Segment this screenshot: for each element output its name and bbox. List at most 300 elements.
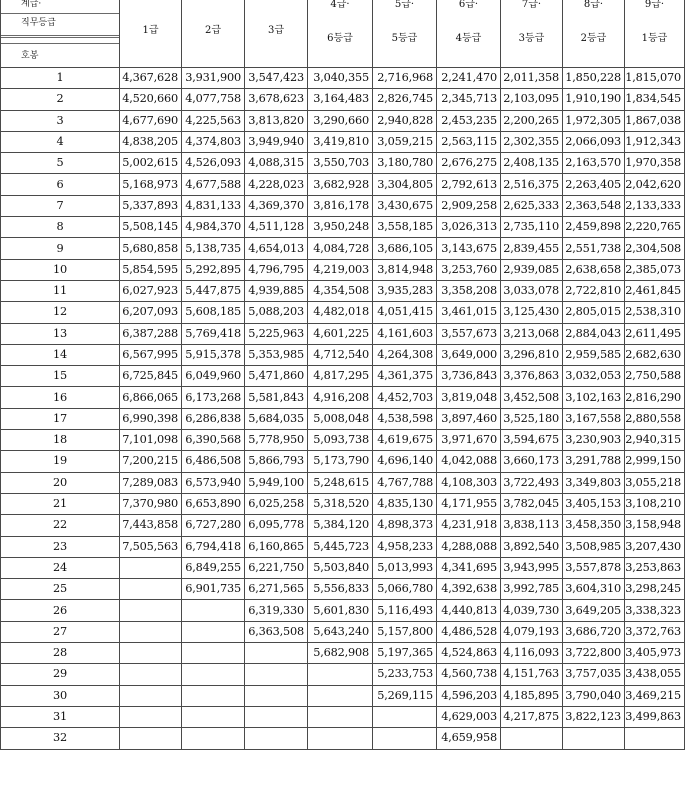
- step-number-cell: 7: [1, 195, 120, 216]
- header-row: [1, 0, 685, 68]
- salary-cell: 3,291,788: [563, 451, 625, 472]
- table-row: [1, 217, 685, 238]
- salary-cell: 3,790,040: [563, 685, 625, 706]
- salary-cell: 4,452,703: [373, 387, 437, 408]
- salary-cell: [308, 664, 373, 685]
- salary-cell: 3,376,863: [501, 366, 563, 387]
- salary-cell: 3,026,313: [437, 217, 501, 238]
- salary-cell: 7,101,098: [120, 430, 182, 451]
- salary-cell: 3,838,113: [501, 515, 563, 536]
- step-number-cell: 21: [1, 493, 120, 514]
- salary-cell: 2,551,738: [563, 238, 625, 259]
- salary-cell: 3,649,000: [437, 344, 501, 365]
- step-number-cell: 30: [1, 685, 120, 706]
- salary-cell: 4,374,803: [182, 131, 245, 152]
- column-header-job-grade: 4등급: [455, 33, 482, 44]
- salary-cell: 4,361,375: [373, 366, 437, 387]
- column-header-grade: 7급·: [521, 0, 542, 10]
- salary-cell: [120, 579, 182, 600]
- salary-cell: 2,940,828: [373, 110, 437, 131]
- salary-cell: 3,547,423: [245, 68, 308, 89]
- step-number-cell: 13: [1, 323, 120, 344]
- salary-cell: 4,288,088: [437, 536, 501, 557]
- salary-cell: 4,659,958: [437, 728, 501, 749]
- salary-cell: [308, 706, 373, 727]
- salary-cell: 4,341,695: [437, 557, 501, 578]
- salary-cell: [245, 728, 308, 749]
- salary-cell: 6,286,838: [182, 408, 245, 429]
- salary-cell: 3,660,173: [501, 451, 563, 472]
- salary-cell: 6,319,330: [245, 600, 308, 621]
- step-number-cell: 10: [1, 259, 120, 280]
- salary-cell: 2,682,630: [625, 344, 685, 365]
- column-header-grade: 8급·: [583, 0, 604, 10]
- step-number-cell: 25: [1, 579, 120, 600]
- table-row: [1, 728, 685, 749]
- step-number-cell: 12: [1, 302, 120, 323]
- salary-cell: 4,712,540: [308, 344, 373, 365]
- salary-cell: 3,290,660: [308, 110, 373, 131]
- step-number-cell: 31: [1, 706, 120, 727]
- salary-cell: 3,686,105: [373, 238, 437, 259]
- table-row: [1, 366, 685, 387]
- salary-cell: 5,292,895: [182, 259, 245, 280]
- salary-cell: 4,354,508: [308, 280, 373, 301]
- salary-cell: 2,263,405: [563, 174, 625, 195]
- salary-cell: 5,225,963: [245, 323, 308, 344]
- salary-cell: 4,596,203: [437, 685, 501, 706]
- salary-cell: 3,349,803: [563, 472, 625, 493]
- salary-cell: 6,390,568: [182, 430, 245, 451]
- salary-cell: 2,363,548: [563, 195, 625, 216]
- salary-cell: 5,682,908: [308, 643, 373, 664]
- salary-cell: 6,725,845: [120, 366, 182, 387]
- column-header-grade: 6급·: [458, 0, 479, 10]
- table-row: [1, 557, 685, 578]
- salary-cell: 4,367,628: [120, 68, 182, 89]
- column-header: 3급: [245, 0, 308, 68]
- salary-cell: 3,722,493: [501, 472, 563, 493]
- salary-cell: 5,556,833: [308, 579, 373, 600]
- salary-cell: 2,011,358: [501, 68, 563, 89]
- salary-cell: 3,931,900: [182, 68, 245, 89]
- salary-cell: 2,302,355: [501, 131, 563, 152]
- step-number-cell: 27: [1, 621, 120, 642]
- salary-cell: 5,318,520: [308, 493, 373, 514]
- salary-cell: 7,370,980: [120, 493, 182, 514]
- salary-cell: 3,033,078: [501, 280, 563, 301]
- table-row: [1, 238, 685, 259]
- salary-cell: 5,002,615: [120, 153, 182, 174]
- salary-cell: 4,696,140: [373, 451, 437, 472]
- salary-cell: 3,558,185: [373, 217, 437, 238]
- salary-cell: 6,573,940: [182, 472, 245, 493]
- salary-cell: 3,213,068: [501, 323, 563, 344]
- column-header-grade: 9급·: [644, 0, 665, 10]
- salary-cell: [182, 728, 245, 749]
- salary-cell: 3,304,805: [373, 174, 437, 195]
- step-number-cell: 32: [1, 728, 120, 749]
- salary-cell: [625, 728, 685, 749]
- salary-cell: 3,819,048: [437, 387, 501, 408]
- salary-cell: 4,369,370: [245, 195, 308, 216]
- salary-cell: [245, 685, 308, 706]
- salary-cell: 5,093,738: [308, 430, 373, 451]
- step-number-cell: 5: [1, 153, 120, 174]
- step-number-cell: 9: [1, 238, 120, 259]
- table-row: [1, 110, 685, 131]
- salary-cell: [373, 728, 437, 749]
- salary-cell: 2,163,570: [563, 153, 625, 174]
- step-number-cell: 6: [1, 174, 120, 195]
- salary-cell: 3,458,350: [563, 515, 625, 536]
- salary-cell: 4,538,598: [373, 408, 437, 429]
- salary-cell: 4,039,730: [501, 600, 563, 621]
- salary-cell: 3,594,675: [501, 430, 563, 451]
- salary-cell: 2,385,073: [625, 259, 685, 280]
- column-header: 1급: [120, 0, 182, 68]
- salary-cell: 5,471,860: [245, 366, 308, 387]
- salary-cell: 3,550,703: [308, 153, 373, 174]
- salary-cell: 3,338,323: [625, 600, 685, 621]
- salary-cell: 5,008,048: [308, 408, 373, 429]
- salary-cell: 3,686,720: [563, 621, 625, 642]
- salary-cell: 3,298,245: [625, 579, 685, 600]
- salary-cell: 5,949,100: [245, 472, 308, 493]
- table-row: [1, 174, 685, 195]
- salary-cell: 3,469,215: [625, 685, 685, 706]
- salary-cell: 4,835,130: [373, 493, 437, 514]
- salary-cell: 5,608,185: [182, 302, 245, 323]
- step-number-cell: 2: [1, 89, 120, 110]
- salary-cell: 4,077,758: [182, 89, 245, 110]
- salary-cell: 2,716,968: [373, 68, 437, 89]
- salary-cell: 5,581,843: [245, 387, 308, 408]
- salary-cell: 2,563,115: [437, 131, 501, 152]
- salary-cell: [563, 728, 625, 749]
- salary-cell: 6,866,065: [120, 387, 182, 408]
- salary-cell: 6,271,565: [245, 579, 308, 600]
- salary-cell: 2,241,470: [437, 68, 501, 89]
- salary-cell: 4,677,588: [182, 174, 245, 195]
- column-header-job-grade: 6등급: [327, 33, 353, 44]
- salary-cell: 4,817,295: [308, 366, 373, 387]
- salary-cell: 6,486,508: [182, 451, 245, 472]
- step-number-cell: 23: [1, 536, 120, 557]
- salary-cell: 3,499,863: [625, 706, 685, 727]
- salary-cell: 2,042,620: [625, 174, 685, 195]
- salary-cell: 2,884,043: [563, 323, 625, 344]
- salary-cell: [182, 664, 245, 685]
- salary-cell: 4,560,738: [437, 664, 501, 685]
- salary-cell: 3,452,508: [501, 387, 563, 408]
- salary-cell: 6,221,750: [245, 557, 308, 578]
- salary-cell: [120, 643, 182, 664]
- column-header: [308, 0, 373, 68]
- table-row: [1, 472, 685, 493]
- salary-cell: 2,408,135: [501, 153, 563, 174]
- salary-cell: 4,619,675: [373, 430, 437, 451]
- salary-cell: 2,722,810: [563, 280, 625, 301]
- column-header: [373, 0, 437, 68]
- salary-cell: 6,849,255: [182, 557, 245, 578]
- salary-cell: [120, 685, 182, 706]
- salary-cell: 2,940,315: [625, 430, 685, 451]
- step-number-cell: 15: [1, 366, 120, 387]
- salary-cell: 2,625,333: [501, 195, 563, 216]
- salary-cell: 3,055,218: [625, 472, 685, 493]
- salary-cell: 4,958,233: [373, 536, 437, 557]
- table-row: [1, 195, 685, 216]
- corner-header-cell: [1, 0, 120, 68]
- salary-cell: 3,782,045: [501, 493, 563, 514]
- salary-cell: 5,197,365: [373, 643, 437, 664]
- salary-cell: 3,757,035: [563, 664, 625, 685]
- salary-cell: 2,939,085: [501, 259, 563, 280]
- table-row: [1, 408, 685, 429]
- salary-cell: 4,916,208: [308, 387, 373, 408]
- salary-cell: 2,839,455: [501, 238, 563, 259]
- table-row: [1, 259, 685, 280]
- salary-cell: [182, 600, 245, 621]
- step-number-cell: 22: [1, 515, 120, 536]
- salary-cell: 6,990,398: [120, 408, 182, 429]
- salary-cell: [245, 643, 308, 664]
- salary-cell: [245, 664, 308, 685]
- column-header-job-grade: 3등급: [518, 33, 545, 44]
- salary-cell: 2,676,275: [437, 153, 501, 174]
- salary-cell: 5,233,753: [373, 664, 437, 685]
- salary-cell: 4,629,003: [437, 706, 501, 727]
- salary-cell: 5,337,893: [120, 195, 182, 216]
- salary-cell: 5,088,203: [245, 302, 308, 323]
- salary-cell: 6,363,508: [245, 621, 308, 642]
- salary-cell: 3,059,215: [373, 131, 437, 152]
- salary-cell: 4,116,093: [501, 643, 563, 664]
- salary-cell: 5,384,120: [308, 515, 373, 536]
- salary-cell: 3,207,430: [625, 536, 685, 557]
- table-row: [1, 323, 685, 344]
- salary-cell: 3,682,928: [308, 174, 373, 195]
- salary-cell: 6,095,778: [245, 515, 308, 536]
- salary-cell: 6,794,418: [182, 536, 245, 557]
- salary-cell: 4,264,308: [373, 344, 437, 365]
- salary-cell: 3,736,843: [437, 366, 501, 387]
- corner-label-step: 호봉: [21, 51, 39, 61]
- salary-cell: 3,438,055: [625, 664, 685, 685]
- salary-cell: 3,032,053: [563, 366, 625, 387]
- salary-cell: 3,508,985: [563, 536, 625, 557]
- salary-cell: 4,217,875: [501, 706, 563, 727]
- salary-cell: 2,133,333: [625, 195, 685, 216]
- salary-cell: [120, 664, 182, 685]
- salary-cell: 7,289,083: [120, 472, 182, 493]
- table-row: [1, 706, 685, 727]
- salary-cell: [245, 706, 308, 727]
- salary-cell: 4,526,093: [182, 153, 245, 174]
- table-row: [1, 515, 685, 536]
- salary-cell: 2,792,613: [437, 174, 501, 195]
- salary-cell: 1,910,190: [563, 89, 625, 110]
- salary-cell: 5,508,145: [120, 217, 182, 238]
- salary-cell: 4,228,023: [245, 174, 308, 195]
- salary-cell: 6,173,268: [182, 387, 245, 408]
- salary-cell: [308, 685, 373, 706]
- salary-cell: 2,200,265: [501, 110, 563, 131]
- column-header: [563, 0, 625, 68]
- salary-cell: 4,831,133: [182, 195, 245, 216]
- salary-cell: 2,638,658: [563, 259, 625, 280]
- salary-cell: 2,999,150: [625, 451, 685, 472]
- step-number-cell: 1: [1, 68, 120, 89]
- salary-cell: 1,970,358: [625, 153, 685, 174]
- step-number-cell: 28: [1, 643, 120, 664]
- salary-cell: 3,253,863: [625, 557, 685, 578]
- salary-cell: 3,405,973: [625, 643, 685, 664]
- salary-cell: 7,200,215: [120, 451, 182, 472]
- salary-cell: 2,516,375: [501, 174, 563, 195]
- salary-cell: 5,778,950: [245, 430, 308, 451]
- salary-cell: 5,157,800: [373, 621, 437, 642]
- salary-cell: 3,897,460: [437, 408, 501, 429]
- salary-cell: [308, 728, 373, 749]
- step-number-cell: 20: [1, 472, 120, 493]
- salary-cell: 2,826,745: [373, 89, 437, 110]
- salary-cell: 4,601,225: [308, 323, 373, 344]
- step-number-cell: 4: [1, 131, 120, 152]
- column-header: 2급: [182, 0, 245, 68]
- salary-cell: 3,372,763: [625, 621, 685, 642]
- salary-cell: 4,231,918: [437, 515, 501, 536]
- salary-cell: [182, 685, 245, 706]
- salary-cell: 2,959,585: [563, 344, 625, 365]
- table-row: [1, 68, 685, 89]
- salary-cell: 2,459,898: [563, 217, 625, 238]
- salary-cell: 3,430,675: [373, 195, 437, 216]
- salary-cell: 6,567,995: [120, 344, 182, 365]
- salary-cell: 2,735,110: [501, 217, 563, 238]
- salary-cell: 5,248,615: [308, 472, 373, 493]
- salary-cell: 1,834,545: [625, 89, 685, 110]
- salary-cell: 2,538,310: [625, 302, 685, 323]
- salary-cell: 7,443,858: [120, 515, 182, 536]
- salary-cell: 3,108,210: [625, 493, 685, 514]
- salary-cell: 5,168,973: [120, 174, 182, 195]
- salary-cell: [373, 706, 437, 727]
- salary-cell: 4,051,415: [373, 302, 437, 323]
- table-row: [1, 387, 685, 408]
- table-row: [1, 430, 685, 451]
- table-row: [1, 600, 685, 621]
- table-row: [1, 153, 685, 174]
- salary-cell: [182, 706, 245, 727]
- step-number-cell: 11: [1, 280, 120, 301]
- salary-cell: 4,939,885: [245, 280, 308, 301]
- table-row: [1, 89, 685, 110]
- step-number-cell: 3: [1, 110, 120, 131]
- salary-cell: 4,108,303: [437, 472, 501, 493]
- column-header-grade: 5급·: [394, 0, 415, 10]
- salary-cell: 6,727,280: [182, 515, 245, 536]
- column-header: [437, 0, 501, 68]
- salary-cell: 2,461,845: [625, 280, 685, 301]
- salary-cell: 4,151,763: [501, 664, 563, 685]
- table-row: [1, 280, 685, 301]
- salary-cell: 2,909,258: [437, 195, 501, 216]
- salary-cell: 3,358,208: [437, 280, 501, 301]
- column-header-job-grade: 1등급: [641, 33, 668, 44]
- table-row: [1, 685, 685, 706]
- salary-cell: 3,125,430: [501, 302, 563, 323]
- salary-cell: 4,079,193: [501, 621, 563, 642]
- column-header: [501, 0, 563, 68]
- salary-cell: 2,880,558: [625, 408, 685, 429]
- step-number-cell: 24: [1, 557, 120, 578]
- column-header-grade: 4급·: [330, 0, 350, 10]
- salary-cell: 4,482,018: [308, 302, 373, 323]
- salary-cell: 6,207,093: [120, 302, 182, 323]
- table-row: [1, 643, 685, 664]
- salary-cell: 5,601,830: [308, 600, 373, 621]
- table-row: [1, 536, 685, 557]
- table-body: [1, 68, 685, 750]
- salary-cell: 3,604,310: [563, 579, 625, 600]
- salary-cell: 2,805,015: [563, 302, 625, 323]
- salary-cell: 4,524,863: [437, 643, 501, 664]
- corner-label-grade: 계급·: [21, 0, 42, 9]
- salary-cell: 4,984,370: [182, 217, 245, 238]
- salary-cell: 3,950,248: [308, 217, 373, 238]
- salary-cell: 4,219,003: [308, 259, 373, 280]
- salary-cell: 4,796,795: [245, 259, 308, 280]
- salary-cell: 3,143,675: [437, 238, 501, 259]
- salary-cell: 6,901,735: [182, 579, 245, 600]
- salary-cell: [120, 706, 182, 727]
- salary-cell: 3,253,760: [437, 259, 501, 280]
- salary-cell: 7,505,563: [120, 536, 182, 557]
- salary-cell: 6,049,960: [182, 366, 245, 387]
- salary-cell: 4,838,205: [120, 131, 182, 152]
- salary-cell: 2,453,235: [437, 110, 501, 131]
- salary-cell: 3,822,123: [563, 706, 625, 727]
- salary-cell: 5,854,595: [120, 259, 182, 280]
- salary-cell: 6,027,923: [120, 280, 182, 301]
- salary-cell: 3,102,163: [563, 387, 625, 408]
- salary-cell: 3,814,948: [373, 259, 437, 280]
- salary-cell: 5,013,993: [373, 557, 437, 578]
- salary-cell: 4,042,088: [437, 451, 501, 472]
- salary-cell: 6,387,288: [120, 323, 182, 344]
- salary-cell: 2,750,588: [625, 366, 685, 387]
- salary-cell: 5,643,240: [308, 621, 373, 642]
- table-row: [1, 493, 685, 514]
- step-number-cell: 16: [1, 387, 120, 408]
- salary-cell: 1,867,038: [625, 110, 685, 131]
- salary-cell: 3,164,483: [308, 89, 373, 110]
- step-number-cell: 29: [1, 664, 120, 685]
- step-number-cell: 19: [1, 451, 120, 472]
- salary-cell: 2,304,508: [625, 238, 685, 259]
- salary-cell: 3,649,205: [563, 600, 625, 621]
- table-row: [1, 579, 685, 600]
- column-header-job-grade: 5등급: [391, 33, 418, 44]
- salary-cell: 5,066,780: [373, 579, 437, 600]
- salary-cell: 6,653,890: [182, 493, 245, 514]
- salary-cell: 4,171,955: [437, 493, 501, 514]
- salary-cell: [120, 557, 182, 578]
- salary-cell: 5,769,418: [182, 323, 245, 344]
- salary-cell: 5,445,723: [308, 536, 373, 557]
